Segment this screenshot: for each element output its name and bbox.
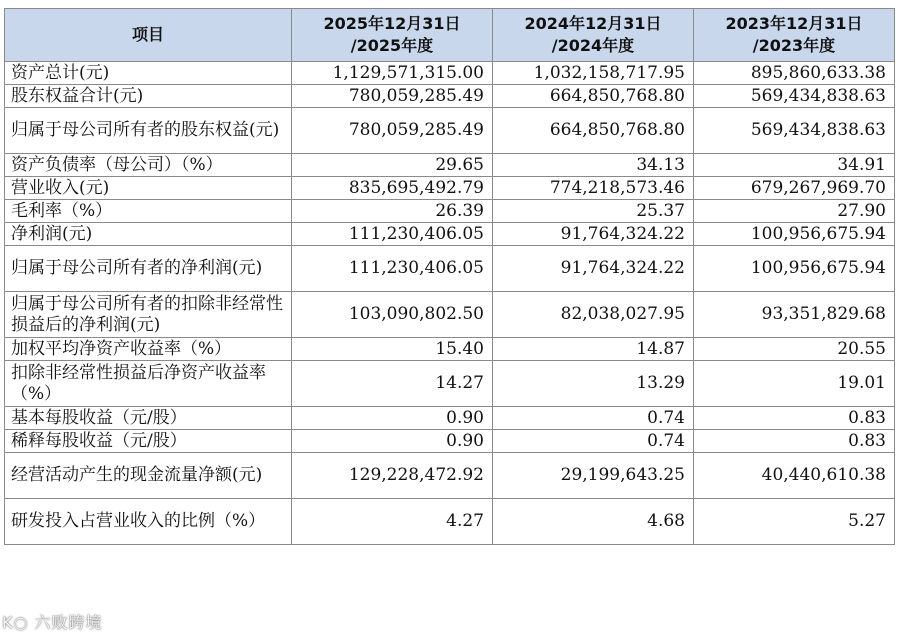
table-row <box>5 200 895 223</box>
value-2024: 29,199,643.25 <box>493 453 694 499</box>
row-label: 扣除非经常性损益后净资产收益率（%） <box>5 361 292 407</box>
value-2024: 664,850,768.80 <box>493 85 694 108</box>
value-2025: 4.27 <box>292 499 493 545</box>
value-2025: 14.27 <box>292 361 493 407</box>
row-label: 净利润(元) <box>5 223 292 246</box>
value-2024: 664,850,768.80 <box>493 108 694 154</box>
row-label: 营业收入(元) <box>5 177 292 200</box>
row-label: 归属于母公司所有者的股东权益(元) <box>5 108 292 154</box>
value-2023: 20.55 <box>694 338 895 361</box>
value-2023: 93,351,829.68 <box>694 292 895 338</box>
value-2024: 25.37 <box>493 200 694 223</box>
value-2023: 40,440,610.38 <box>694 453 895 499</box>
value-2024: 34.13 <box>493 154 694 177</box>
value-2025: 111,230,406.05 <box>292 223 493 246</box>
table-row <box>5 499 895 545</box>
row-label: 加权平均净资产收益率（%） <box>5 338 292 361</box>
value-2025: 0.90 <box>292 430 493 453</box>
value-2025: 780,059,285.49 <box>292 85 493 108</box>
value-2024: 0.74 <box>493 430 694 453</box>
value-2024: 82,038,027.95 <box>493 292 694 338</box>
value-2025: 780,059,285.49 <box>292 108 493 154</box>
value-2025: 29.65 <box>292 154 493 177</box>
value-2024: 1,032,158,717.95 <box>493 62 694 85</box>
value-2025: 26.39 <box>292 200 493 223</box>
value-2024: 4.68 <box>493 499 694 545</box>
header-2024: 2024年12月31日 /2024年度 <box>493 9 694 62</box>
header-row <box>5 9 895 62</box>
row-label: 稀释每股收益（元/股） <box>5 430 292 453</box>
row-label: 经营活动产生的现金流量净额(元) <box>5 453 292 499</box>
table-row <box>5 453 895 499</box>
watermark-logo: K○ 六败跨境 <box>2 613 103 632</box>
value-2023: 5.27 <box>694 499 895 545</box>
table-row <box>5 85 895 108</box>
value-2025: 129,228,472.92 <box>292 453 493 499</box>
financial-table <box>4 8 895 545</box>
row-label: 基本每股收益（元/股） <box>5 407 292 430</box>
table-row <box>5 108 895 154</box>
header-2025: 2025年12月31日 /2025年度 <box>292 9 493 62</box>
value-2023: 19.01 <box>694 361 895 407</box>
row-label: 股东权益合计(元) <box>5 85 292 108</box>
table-row <box>5 154 895 177</box>
value-2025: 1,129,571,315.00 <box>292 62 493 85</box>
value-2024: 0.74 <box>493 407 694 430</box>
table-row <box>5 430 895 453</box>
value-2023: 569,434,838.63 <box>694 108 895 154</box>
table-row <box>5 407 895 430</box>
value-2025: 103,090,802.50 <box>292 292 493 338</box>
value-2025: 15.40 <box>292 338 493 361</box>
value-2023: 100,956,675.94 <box>694 246 895 292</box>
row-label: 资产负债率（母公司）（%） <box>5 154 292 177</box>
row-label: 资产总计(元) <box>5 62 292 85</box>
value-2025: 0.90 <box>292 407 493 430</box>
table-row <box>5 292 895 338</box>
value-2023: 895,860,633.38 <box>694 62 895 85</box>
value-2024: 91,764,324.22 <box>493 223 694 246</box>
value-2023: 569,434,838.63 <box>694 85 895 108</box>
row-label: 归属于母公司所有者的扣除非经常性损益后的净利润(元) <box>5 292 292 338</box>
value-2024: 774,218,573.46 <box>493 177 694 200</box>
value-2024: 14.87 <box>493 338 694 361</box>
table-row <box>5 177 895 200</box>
header-2023: 2023年12月31日 /2023年度 <box>694 9 895 62</box>
value-2024: 91,764,324.22 <box>493 246 694 292</box>
value-2023: 100,956,675.94 <box>694 223 895 246</box>
table-row <box>5 338 895 361</box>
row-label: 研发投入占营业收入的比例（%） <box>5 499 292 545</box>
table-row <box>5 361 895 407</box>
row-label: 归属于母公司所有者的净利润(元) <box>5 246 292 292</box>
value-2023: 0.83 <box>694 407 895 430</box>
value-2025: 111,230,406.05 <box>292 246 493 292</box>
table-row <box>5 223 895 246</box>
table-row <box>5 62 895 85</box>
header-item: 项目 <box>5 9 292 62</box>
value-2025: 835,695,492.79 <box>292 177 493 200</box>
value-2023: 0.83 <box>694 430 895 453</box>
value-2023: 679,267,969.70 <box>694 177 895 200</box>
value-2024: 13.29 <box>493 361 694 407</box>
value-2023: 34.91 <box>694 154 895 177</box>
row-label: 毛利率（%） <box>5 200 292 223</box>
value-2023: 27.90 <box>694 200 895 223</box>
table-row <box>5 246 895 292</box>
